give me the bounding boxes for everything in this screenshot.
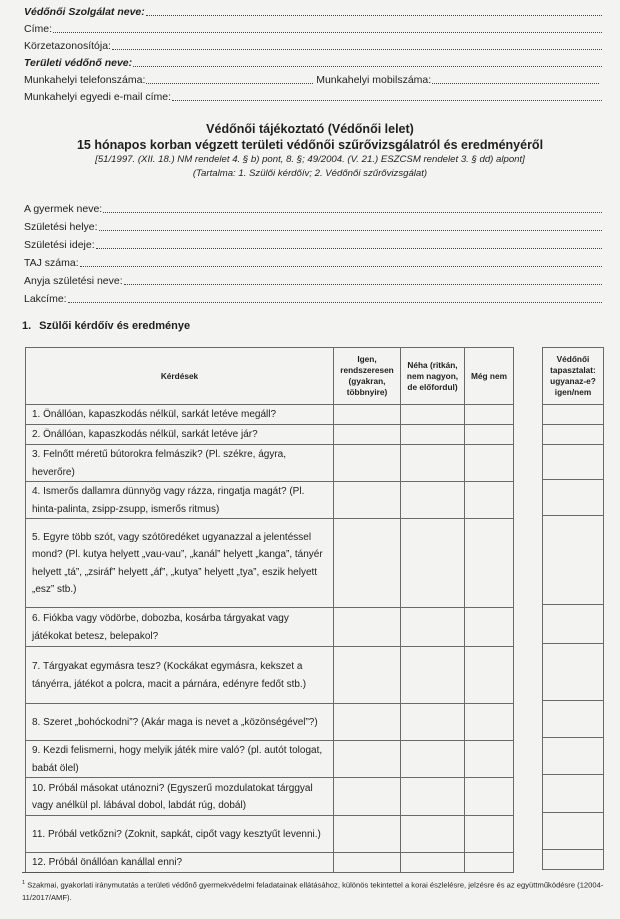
answer-sometimes-cell[interactable] [401, 445, 465, 482]
answer-yes-cell[interactable] [334, 425, 401, 445]
phone-row [24, 73, 602, 87]
header-not-yet: Még nem [465, 348, 514, 405]
work-phone-label: Munkahelyi telefonszáma: [24, 74, 146, 86]
fill-line [103, 202, 602, 213]
nurse-observation-cell[interactable] [543, 445, 604, 480]
table-row [26, 482, 514, 519]
fill-line [68, 292, 602, 303]
nurse-observation-cell[interactable] [543, 644, 604, 701]
nurse-observation-cell[interactable] [543, 775, 604, 813]
answer-sometimes-cell[interactable] [401, 519, 465, 608]
nurse-name-field[interactable] [24, 56, 602, 70]
table-row [543, 516, 604, 605]
question-cell: 6. Fiókba vagy vödörbe, dobozba, kosárba tárgyakat vagy játékokat betesz, belepakol? [26, 608, 334, 647]
section-title: Szülői kérdőív és eredménye [39, 320, 191, 332]
fill-line [172, 90, 602, 101]
answer-not-yet-cell[interactable] [465, 608, 514, 647]
nurse-observation-cell[interactable] [543, 738, 604, 775]
table-row [26, 608, 514, 647]
answer-sometimes-cell[interactable] [401, 853, 465, 873]
section-heading [22, 320, 190, 332]
table-row [26, 519, 514, 608]
table-row [543, 644, 604, 701]
residence-field[interactable] [24, 292, 602, 306]
fill-line [53, 22, 602, 33]
question-cell: 9. Kezdi felismerni, hogy melyik játék mire való? (pl. autót tologat, babát ölel) [26, 741, 334, 778]
birth-place-field[interactable] [24, 220, 602, 234]
table-row [26, 445, 514, 482]
fill-line [146, 73, 313, 84]
birth-date-label: Születési ideje: [24, 239, 95, 251]
nurse-observation-cell[interactable] [543, 813, 604, 850]
answer-not-yet-cell[interactable] [465, 425, 514, 445]
answer-not-yet-cell[interactable] [465, 741, 514, 778]
table-row [26, 647, 514, 704]
nurse-observation-cell[interactable] [543, 701, 604, 738]
answer-not-yet-cell[interactable] [465, 853, 514, 873]
answer-yes-cell[interactable] [334, 704, 401, 741]
work-mobile-label: Munkahelyi mobilszáma: [316, 74, 432, 86]
district-id-field[interactable] [24, 39, 602, 53]
header-sometimes: Néha (ritkán, nem nagyon, de előfordul) [401, 348, 465, 405]
header-yes: Igen, rendszeresen (gyakran, többnyire) [334, 348, 401, 405]
answer-not-yet-cell[interactable] [465, 482, 514, 519]
question-cell: 7. Tárgyakat egymásra tesz? (Kockákat egymásra, kekszet a tányérra, játékot a polcra, macit a párnára, edényre fedőt stb.) [26, 647, 334, 704]
answer-not-yet-cell[interactable] [465, 778, 514, 816]
fill-line [80, 256, 602, 267]
document-subtitle: 15 hónapos korban végzett területi védőnői szűrővizsgálatról és eredményéről [76, 138, 544, 152]
answer-yes-cell[interactable] [334, 608, 401, 647]
mother-name-label: Anyja születési neve: [24, 275, 123, 287]
nurse-observation-table [542, 347, 604, 870]
contents-note: (Tartalma: 1. Szülői kérdőív; 2. Védőnői szűrővizsgálat) [192, 168, 428, 179]
taj-number-label: TAJ száma: [24, 257, 79, 269]
table-row [543, 813, 604, 850]
table-row [26, 778, 514, 816]
fill-line [96, 238, 602, 249]
footnote-divider [22, 872, 150, 873]
answer-yes-cell[interactable] [334, 405, 401, 425]
answer-sometimes-cell[interactable] [401, 405, 465, 425]
answer-not-yet-cell[interactable] [465, 519, 514, 608]
child-name-field[interactable] [24, 202, 602, 216]
answer-not-yet-cell[interactable] [465, 445, 514, 482]
nurse-observation-cell[interactable] [543, 850, 604, 870]
table-row [26, 425, 514, 445]
answer-sometimes-cell[interactable] [401, 816, 465, 853]
address-label: Címe: [24, 23, 53, 35]
birth-date-field[interactable] [24, 238, 602, 252]
answer-yes-cell[interactable] [334, 816, 401, 853]
district-id-label: Körzetazonosítója: [24, 40, 111, 52]
document-title: Védőnői tájékoztató (Védőnői lelet) [206, 122, 414, 136]
answer-yes-cell[interactable] [334, 445, 401, 482]
question-cell: 5. Egyre több szót, vagy szótöredéket ugyanazzal a jelentéssel mond? (Pl. kutya helyett „vau-vau”, „kanál” helyett „kanga”, tányér helyett „tá”, „zsiráf” helyett „áf”, „kutya” helyett „tya”, eszik helyett „esz” stb.) [26, 519, 334, 608]
answer-not-yet-cell[interactable] [465, 816, 514, 853]
table-row [26, 704, 514, 741]
question-cell: 11. Próbál vetkőzni? (Zoknit, sapkát, cipőt vagy kesztyűt levenni.) [26, 816, 334, 853]
mother-name-field[interactable] [24, 274, 602, 288]
table-row [543, 605, 604, 644]
child-name-label: A gyermek neve: [24, 203, 103, 215]
answer-sometimes-cell[interactable] [401, 482, 465, 519]
table-row [543, 775, 604, 813]
table-row [543, 445, 604, 480]
answer-sometimes-cell[interactable] [401, 425, 465, 445]
question-cell: 10. Próbál másokat utánozni? (Egyszerű mozdulatokat tárggyal vagy anélkül pl. lábával dobol, labdát rúg, dobál) [26, 778, 334, 816]
header-nurse-observation: Védőnői tapasztalat: ugyanaz-e? igen/nem [543, 348, 604, 405]
answer-sometimes-cell[interactable] [401, 608, 465, 647]
table-row [543, 701, 604, 738]
residence-label: Lakcíme: [24, 293, 67, 305]
question-cell: 2. Önállóan, kapaszkodás nélkül, sarkát letéve jár? [26, 425, 334, 445]
table-row [26, 853, 514, 873]
taj-number-field[interactable] [24, 256, 602, 270]
nurse-observation-cell[interactable] [543, 405, 604, 425]
birth-place-label: Születési helye: [24, 221, 98, 233]
answer-yes-cell[interactable] [334, 778, 401, 816]
question-cell: 12. Próbál önállóan kanállal enni? [26, 853, 334, 873]
answer-sometimes-cell[interactable] [401, 704, 465, 741]
footnote-text: Szakmai, gyakorlati iránymutatás a területi védőnő gyermekvédelmi feladatainak ellátásához, különös tekintettel a korai észlelésre, jelzésre és az együttműködésre (12004-11/2017/AMF). [22, 880, 604, 902]
table-row [26, 816, 514, 853]
table-header-row [26, 348, 514, 405]
fill-line [432, 73, 599, 84]
nurse-observation-cell[interactable] [543, 605, 604, 644]
legal-reference: [51/1997. (XII. 18.) NM rendelet 4. § b) pont, 8. §; 49/2004. (V. 21.) ESZCSM rendelet 3. § dd) alpont] [95, 154, 525, 165]
answer-yes-cell[interactable] [334, 519, 401, 608]
nurse-observation-cell[interactable] [543, 516, 604, 605]
fill-line [124, 274, 602, 285]
table-row [26, 741, 514, 778]
answer-sometimes-cell[interactable] [401, 647, 465, 704]
fill-line [112, 39, 602, 50]
answer-not-yet-cell[interactable] [465, 405, 514, 425]
service-name-field[interactable] [24, 5, 602, 19]
work-mobile-field[interactable] [316, 73, 602, 87]
answer-not-yet-cell[interactable] [465, 704, 514, 741]
footnote-marker: 1 [22, 880, 26, 886]
header-questions: Kérdések [26, 348, 334, 405]
work-email-field[interactable] [24, 90, 602, 104]
question-cell: 4. Ismerős dallamra dünnyög vagy rázza, ringatja magát? (Pl. hinta-palinta, zsipp-zsupp, ismerős ritmus) [26, 482, 334, 519]
work-email-label: Munkahelyi egyedi e-mail címe: [24, 91, 172, 103]
table-header-row [543, 348, 604, 405]
question-cell: 8. Szeret „bohóckodni”? (Akár maga is nevet a „közönségével”?) [26, 704, 334, 741]
table-row [26, 405, 514, 425]
fill-line [133, 56, 602, 67]
answer-sometimes-cell[interactable] [401, 778, 465, 816]
fill-line [99, 220, 602, 231]
document-title-block [0, 121, 620, 181]
answer-yes-cell[interactable] [334, 482, 401, 519]
nurse-observation-cell[interactable] [543, 425, 604, 445]
questionnaire-table [25, 347, 514, 873]
address-field[interactable] [24, 22, 602, 36]
question-cell: 1. Önállóan, kapaszkodás nélkül, sarkát letéve megáll? [26, 405, 334, 425]
work-phone-field[interactable] [24, 73, 316, 87]
nurse-observation-cell[interactable] [543, 480, 604, 516]
service-name-label: Védőnői Szolgálat neve: [24, 6, 145, 18]
table-row [543, 850, 604, 870]
table-row [543, 425, 604, 445]
answer-not-yet-cell[interactable] [465, 647, 514, 704]
table-row [543, 738, 604, 775]
footnote [22, 877, 607, 904]
answer-yes-cell[interactable] [334, 741, 401, 778]
table-row [543, 405, 604, 425]
table-row [543, 480, 604, 516]
answer-sometimes-cell[interactable] [401, 741, 465, 778]
answer-yes-cell[interactable] [334, 853, 401, 873]
answer-yes-cell[interactable] [334, 647, 401, 704]
section-number: 1. [22, 320, 32, 332]
fill-line [146, 5, 602, 16]
nurse-name-label: Területi védőnő neve: [24, 57, 133, 69]
question-cell: 3. Felnőtt méretű bútorokra felmászik? (Pl. székre, ágyra, heverőre) [26, 445, 334, 482]
